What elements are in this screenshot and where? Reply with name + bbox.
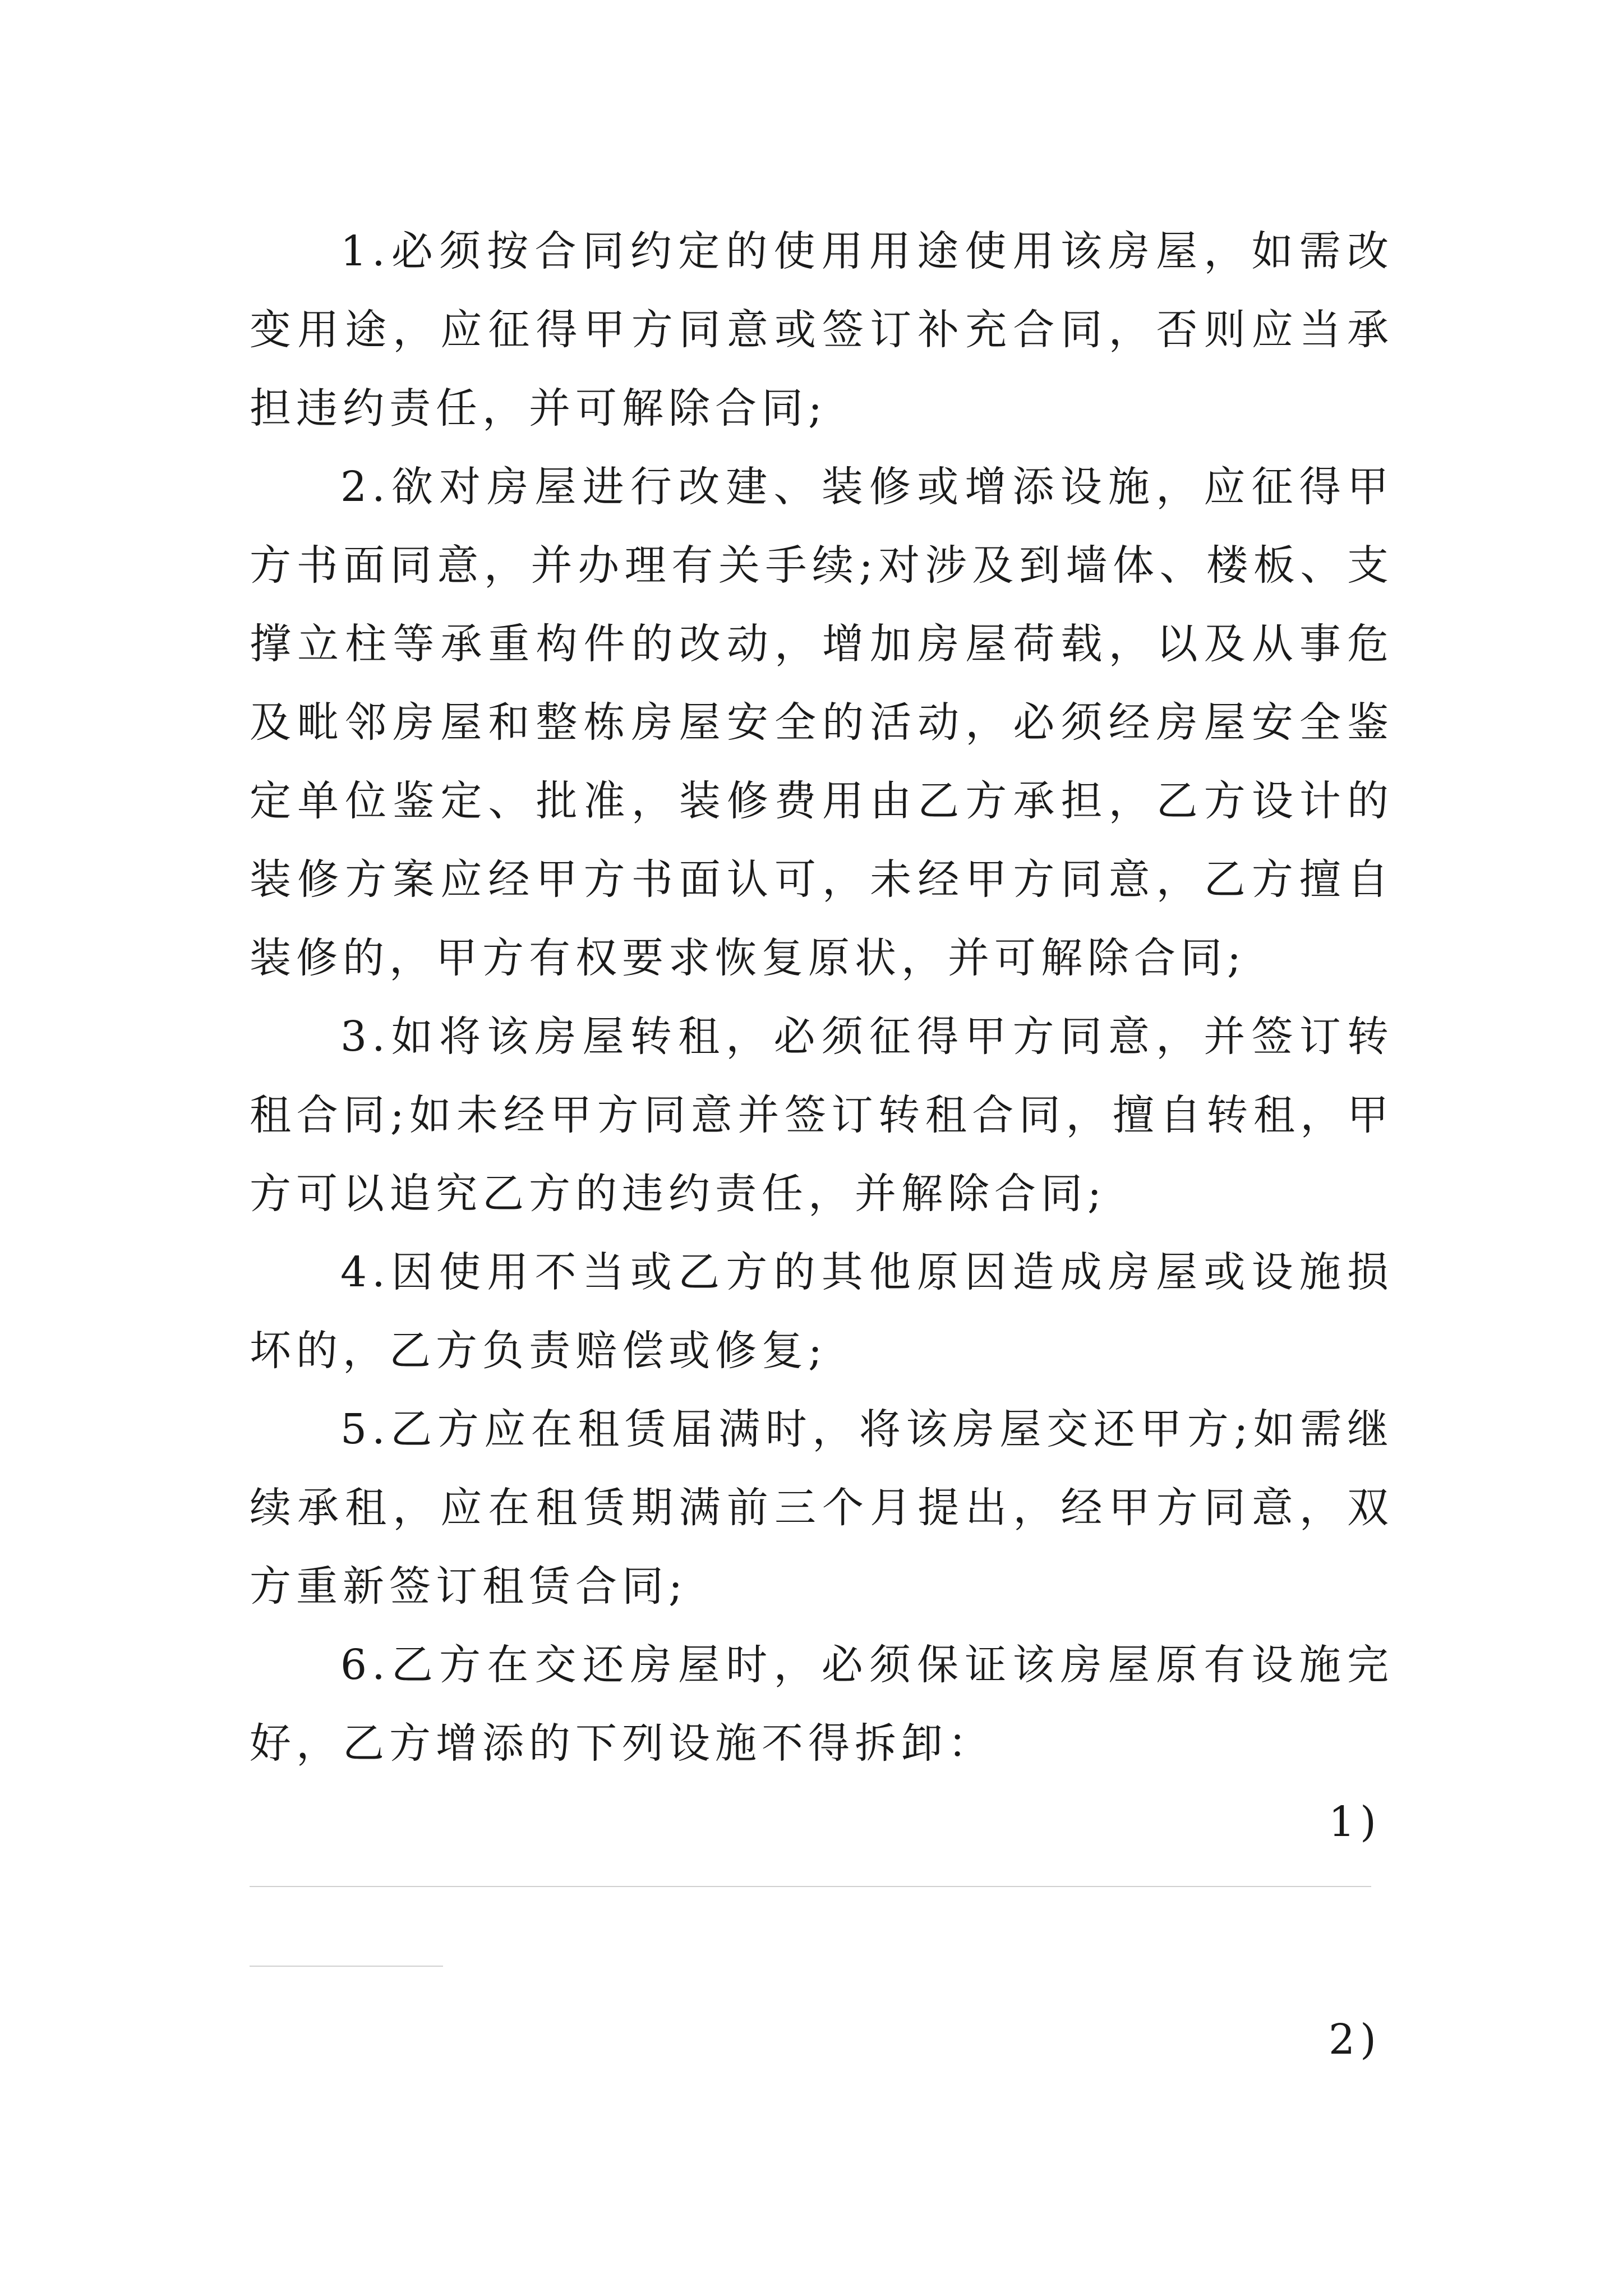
- clause-2: 2.欲对房屋进行改建、装修或增添设施，应征得甲方书面同意，并办理有关手续;对涉及到墙体、楼板、支撑立柱等承重构件的改动，增加房屋荷载，以及从事危及毗邻房屋和整栋房屋安全的活动，必须经房屋安全鉴定单位鉴定、批准，装修费用由乙方承担，乙方设计的装修方案应经甲方书面认可，未经甲方同意，乙方擅自装修的，甲方有权要求恢复原状，并可解除合同;: [250, 463, 1394, 982]
- clause-6: 6.乙方在交还房屋时，必须保证该房屋原有设施完好，乙方增添的下列设施不得拆卸：: [250, 1641, 1394, 1768]
- spacer: [250, 1967, 1394, 2000]
- fill-in-item-marker-2: 2): [1329, 2016, 1381, 2064]
- fill-in-blank-line: [250, 1886, 1371, 1887]
- document-body: [250, 212, 1394, 2079]
- fill-in-item-marker-1: 1): [1329, 1798, 1381, 1846]
- clause-3: 3.如将该房屋转租，必须征得甲方同意，并签订转租合同;如未经甲方同意并签订转租合同，擅自转租，甲方可以追究乙方的违约责任，并解除合同;: [250, 1013, 1394, 1218]
- clause-4: 4.因使用不当或乙方的其他原因造成房屋或设施损坏的，乙方负责赔偿或修复;: [250, 1248, 1394, 1375]
- clause-1: 1.必须按合同约定的使用用途使用该房屋，如需改变用途，应征得甲方同意或签订补充合同，否则应当承担违约责任，并可解除合同;: [250, 227, 1394, 432]
- clause-5: 5.乙方应在租赁届满时，将该房屋交还甲方;如需继续承租，应在租赁期满前三个月提出，经甲方同意，双方重新签订租赁合同;: [250, 1405, 1394, 1611]
